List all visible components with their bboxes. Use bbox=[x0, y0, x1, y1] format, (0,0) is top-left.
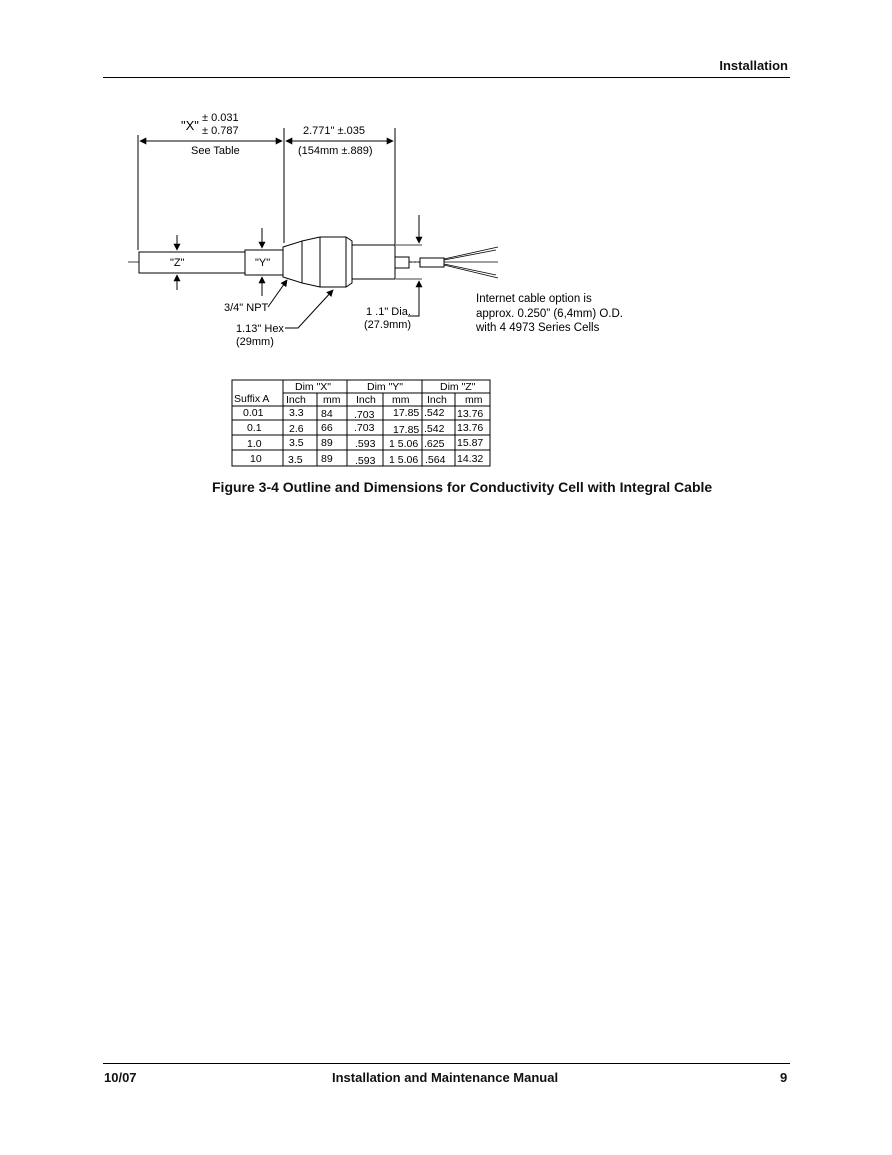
dim-length-inch: 2.771" ±.035 bbox=[303, 125, 365, 137]
cable-wires bbox=[444, 247, 498, 278]
dimension-drawing bbox=[0, 0, 892, 480]
table-cell: 89 bbox=[321, 437, 333, 449]
dim-length-mm: (154mm ±.889) bbox=[298, 145, 373, 157]
table-cell: 3.5 bbox=[288, 454, 303, 466]
table-cell: .703 bbox=[354, 422, 375, 434]
table-unit-header: Inch bbox=[356, 394, 376, 406]
table-cell: 13.76 bbox=[457, 422, 484, 434]
cable-stub bbox=[395, 257, 409, 268]
table-cell: 0.01 bbox=[243, 407, 264, 419]
table-unit-header: mm bbox=[465, 394, 483, 406]
table-unit-header: Inch bbox=[286, 394, 306, 406]
npt-leader bbox=[268, 280, 287, 307]
table-unit-header: mm bbox=[392, 394, 410, 406]
figure-caption: Figure 3-4 Outline and Dimensions for Conductivity Cell with Integral Cable bbox=[212, 479, 713, 495]
hex-label: 1.13" Hex bbox=[236, 323, 284, 335]
dia-mm: (27.9mm) bbox=[364, 319, 412, 331]
table-cell: 84 bbox=[321, 408, 333, 420]
hex-mm: (29mm) bbox=[236, 336, 274, 348]
cable-note-line-2: approx. 0.250” (6,4mm) O.D. bbox=[476, 308, 623, 320]
table-cell: 1 5.06 bbox=[389, 438, 419, 450]
dim-x-note: See Table bbox=[191, 145, 240, 157]
table-cell: .542 bbox=[424, 423, 445, 435]
header-title: Installation bbox=[719, 58, 788, 73]
cable-note-line-1: Internet cable option is bbox=[476, 293, 592, 305]
table-cell: .564 bbox=[425, 454, 446, 466]
table-cell: 15.87 bbox=[457, 437, 484, 449]
dim-x-label: "X" bbox=[181, 118, 199, 133]
footer-page-number: 9 bbox=[780, 1070, 788, 1085]
table-cell: 17.85 bbox=[393, 407, 420, 419]
cable-note-line-3: with 4 4973 Series Cells bbox=[476, 322, 600, 334]
npt-label: 3/4" NPT bbox=[224, 302, 269, 314]
table-cell: 66 bbox=[321, 422, 333, 434]
table-cell: .625 bbox=[424, 438, 445, 450]
table-suffix-header: Suffix A bbox=[234, 393, 270, 405]
table-cell: 10 bbox=[250, 453, 262, 465]
table-group-header: Dim "Y" bbox=[367, 381, 404, 393]
dia-label: 1 .1" Dia. bbox=[366, 306, 411, 318]
table-cell: .542 bbox=[424, 407, 445, 419]
table-unit-header: mm bbox=[323, 394, 341, 406]
label-z: "Z" bbox=[170, 257, 185, 269]
table-cell: 2.6 bbox=[289, 423, 304, 435]
footer-date: 10/07 bbox=[104, 1070, 137, 1085]
cable-boot bbox=[352, 245, 395, 279]
table-cell: .593 bbox=[355, 438, 376, 450]
dim-x-tol-minus: ± 0.787 bbox=[202, 125, 239, 137]
table-cell: 17.85 bbox=[393, 424, 420, 436]
table-cell: 3.3 bbox=[289, 407, 304, 419]
dim-x-tol-plus: ± 0.031 bbox=[202, 112, 239, 124]
table-cell: .593 bbox=[355, 455, 376, 467]
hex-nut bbox=[302, 237, 352, 287]
hex-leader bbox=[285, 290, 333, 328]
table-group-header: Dim "Z" bbox=[440, 381, 476, 393]
table-cell: 1.0 bbox=[247, 438, 262, 450]
table-cell: 13.76 bbox=[457, 408, 484, 420]
npt-thread bbox=[283, 241, 302, 283]
table-group-header: Dim "X" bbox=[295, 381, 332, 393]
label-y: "Y" bbox=[255, 257, 271, 269]
footer-rule bbox=[103, 1063, 790, 1064]
table-cell: 89 bbox=[321, 453, 333, 465]
table-cell: .703 bbox=[354, 409, 375, 421]
cable-jacket bbox=[420, 258, 444, 267]
sensor-tip bbox=[139, 252, 245, 273]
table-unit-header: Inch bbox=[427, 394, 447, 406]
dimension-table bbox=[232, 380, 490, 467]
footer-manual-title: Installation and Maintenance Manual bbox=[332, 1070, 559, 1085]
table-cell: 3.5 bbox=[289, 437, 304, 449]
table-cell: 1 5.06 bbox=[389, 454, 419, 466]
table-cell: 14.32 bbox=[457, 453, 484, 465]
table-cell: 0.1 bbox=[247, 422, 262, 434]
